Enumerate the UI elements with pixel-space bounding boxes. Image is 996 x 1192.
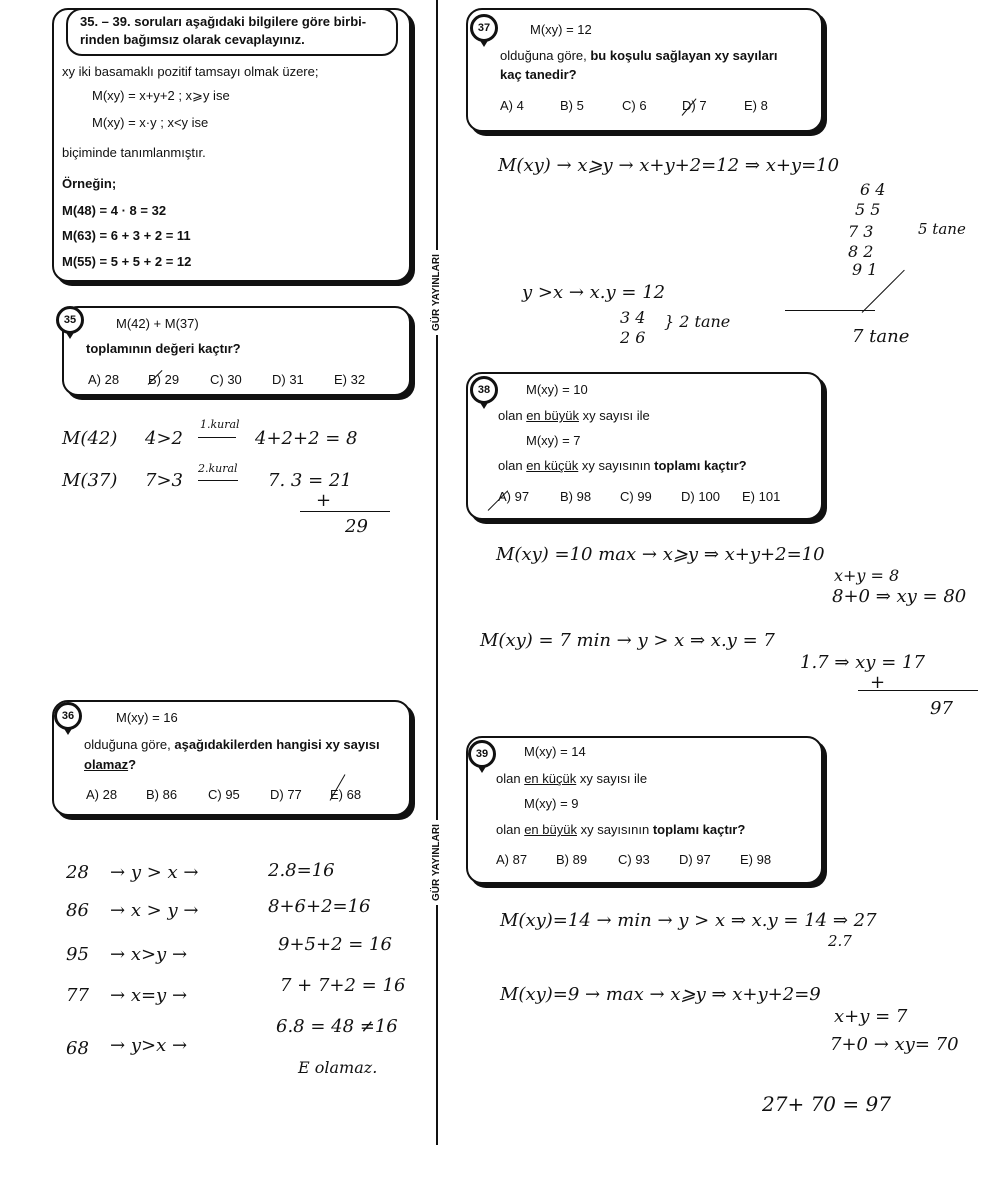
q36-work-n1: 28: [66, 862, 89, 883]
q37-work-pair4: 8 2: [848, 242, 874, 261]
q36-option-a[interactable]: A) 28: [86, 787, 118, 802]
q37-line2: [500, 48, 778, 63]
q35-work-l1c: 1.kural: [200, 418, 240, 431]
q36-option-d[interactable]: D) 77: [270, 787, 302, 802]
q39-line2a: olan: [496, 771, 525, 786]
q36-work-r2: 8+6+2=16: [268, 896, 371, 917]
intro-def1: M(xy) = x+y+2 ; x⩾y ise: [92, 88, 230, 103]
q36-work-n4: 77: [66, 985, 89, 1006]
q36-conclusion: E olamaz.: [298, 1058, 378, 1077]
q38-line4d: toplamı kaçtır?: [654, 458, 747, 473]
q37-work-pair5: 9 1: [852, 260, 878, 279]
intro-line1: xy iki basamaklı pozitif tamsayı olmak üzere;: [62, 64, 319, 79]
q37-number-pin: 37: [470, 14, 498, 42]
q36-work-c1: → y > x →: [110, 862, 199, 883]
q35-number-pin: 35: [56, 306, 84, 334]
q39-option-c[interactable]: C) 93: [618, 852, 650, 867]
q35-work-sum-line: [300, 511, 390, 512]
q39-option-d[interactable]: D) 97: [679, 852, 711, 867]
q39-line2: [496, 771, 647, 786]
q37-work-pairs2-1: 3 4: [620, 308, 646, 327]
q37-work-count2: } 2 tane: [664, 312, 731, 331]
q37-work-pair1: 6 4: [860, 180, 886, 199]
q39-option-a[interactable]: A) 87: [496, 852, 528, 867]
q38-line2b: en büyük: [526, 408, 579, 423]
q39-work-l1: M(xy)=14 → min → y > x ⇒ x.y = 14 ⇒ 27: [500, 910, 877, 931]
q39-work-final: 27+ 70 = 97: [762, 1092, 891, 1116]
publisher-label-top: GÜR YAYINLARI: [431, 250, 442, 335]
q36-line1: M(xy) = 16: [116, 710, 178, 725]
q36-work-r3: 9+5+2 = 16: [278, 934, 392, 955]
q39-work-l4: x+y = 7: [834, 1006, 908, 1027]
q38-work-sum-line: [858, 690, 978, 691]
intro-header-line2: rinden bağımsız olarak cevaplayınız.: [80, 32, 305, 47]
q35-line2: toplamının değeri kaçtır?: [86, 341, 241, 356]
intro-line2: biçiminde tanımlanmıştır.: [62, 145, 206, 160]
q37-work-l2: y >x → x.y = 12: [522, 282, 666, 303]
q35-work-l1b: 4>2: [145, 428, 183, 449]
q36-line2: [84, 737, 380, 752]
q38-option-b[interactable]: B) 98: [560, 489, 592, 504]
q35-work-l2b: 7>3: [145, 470, 183, 491]
q38-line4: [498, 458, 747, 473]
q36-work-n2: 86: [66, 900, 89, 921]
q37-work-count1: 5 tane: [918, 220, 966, 238]
q36-option-c[interactable]: C) 95: [208, 787, 240, 802]
q36-work-c3-text: x>y: [130, 944, 167, 965]
q37-work-pairs2-2: 2 6: [620, 328, 646, 347]
q35-work-l1a: M(42): [62, 428, 118, 449]
q39-line4d: toplamı kaçtır?: [652, 822, 746, 837]
q37-line2a: olduğuna göre,: [500, 48, 591, 63]
q38-work-l1: M(xy) =10 max → x⩾y ⇒ x+y+2=10: [496, 544, 825, 565]
q39-line4b: en büyük: [524, 822, 577, 837]
q37-work-l1: M(xy) → x⩾y → x+y+2=12 ⇒ x+y=10: [498, 155, 840, 176]
q39-line4: [496, 822, 745, 837]
q39-option-b[interactable]: B) 89: [556, 852, 588, 867]
q36-work-c2: → x > y →: [110, 900, 199, 921]
q36-option-b[interactable]: B) 86: [146, 787, 178, 802]
q36-line3: [84, 757, 136, 772]
q35-option-c[interactable]: C) 30: [210, 372, 242, 387]
q36-work-n5: 68: [66, 1038, 89, 1059]
example-3: M(55) = 5 + 5 + 2 = 12: [62, 254, 192, 269]
q38-line1: M(xy) = 10: [526, 382, 588, 397]
q37-work-pair3: 7 3: [848, 222, 874, 241]
q37-line2b: bu koşulu sağlayan xy sayıları: [590, 48, 778, 63]
q36-line3b: ?: [128, 757, 137, 772]
example-1: M(48) = 4 · 8 = 32: [62, 203, 167, 218]
q36-line2a: olduğuna göre,: [84, 737, 175, 752]
q38-line4c: xy sayısının: [578, 458, 655, 473]
q38-line2c: xy sayısı ile: [578, 408, 650, 423]
q35-work-l2a: M(37): [62, 470, 118, 491]
q36-number-pin: 36: [54, 702, 82, 730]
q37-work-total: 7 tane: [852, 326, 910, 347]
q38-work-total: 97: [930, 698, 953, 719]
q36-work-r4: 7 + 7+2 = 16: [280, 975, 406, 996]
q37-work-pair2: 5 5: [855, 200, 881, 219]
q36-work-c4: → x=y →: [110, 985, 188, 1006]
example-2: M(63) = 6 + 3 + 2 = 11: [62, 228, 191, 243]
q35-work-l2d: 7. 3 = 21: [268, 470, 352, 491]
q37-option-d[interactable]: D) 7: [682, 98, 707, 113]
q35-option-e[interactable]: E) 32: [334, 372, 366, 387]
q38-option-c[interactable]: C) 99: [620, 489, 652, 504]
q39-work-l5: 7+0 → xy= 70: [830, 1034, 959, 1055]
q37-option-e[interactable]: E) 8: [744, 98, 768, 113]
q38-work-plus: +: [870, 672, 886, 693]
q35-option-d[interactable]: D) 31: [272, 372, 304, 387]
q38-number-pin: 38: [470, 376, 498, 404]
q35-option-a[interactable]: A) 28: [88, 372, 120, 387]
q39-line1: M(xy) = 14: [524, 744, 586, 759]
q38-work-l3: 8+0 ⇒ xy = 80: [832, 586, 967, 607]
q35-work-arrow2: [198, 480, 238, 481]
q36-option-e[interactable]: E) 68: [330, 787, 362, 802]
q36-work-c5: → y>x →: [110, 1035, 188, 1056]
q39-work-l3: M(xy)=9 → max → x⩾y ⇒ x+y+2=9: [500, 984, 821, 1005]
q36-line3a: olamaz: [84, 757, 129, 772]
q38-line4a: olan: [498, 458, 527, 473]
q35-option-b[interactable]: B) 29: [148, 372, 180, 387]
q35-work-arrow1: [198, 437, 236, 438]
q35-line1: M(42) + M(37): [116, 316, 199, 331]
q38-work-l2: x+y = 8: [834, 566, 900, 585]
q36-work-c4-text: x=y: [130, 985, 167, 1006]
q35-work-l2c: 2.kural: [198, 462, 238, 475]
q36-work-r5: 6.8 = 48 ≠16: [276, 1016, 398, 1037]
q37-line3: kaç tanedir?: [500, 67, 577, 82]
q35-work-total: 29: [345, 516, 368, 537]
q38-work-l5: 1.7 ⇒ xy = 17: [800, 652, 925, 673]
q38-line4b: en küçük: [526, 458, 579, 473]
q36-work-n3: 95: [66, 944, 89, 965]
q37-option-c[interactable]: C) 6: [622, 98, 647, 113]
q39-number-pin: 39: [468, 740, 496, 768]
q37-option-b[interactable]: B) 5: [560, 98, 584, 113]
q36-work-c3: → x>y →: [110, 944, 188, 965]
q37-line1: M(xy) = 12: [530, 22, 592, 37]
q36-line2b: aşağıdakilerden hangisi xy sayısı: [174, 737, 380, 752]
q38-option-a[interactable]: A) 97: [498, 489, 530, 504]
q37-option-a[interactable]: A) 4: [500, 98, 524, 113]
q38-line2a: olan: [498, 408, 527, 423]
q39-line2b: en küçük: [524, 771, 577, 786]
q38-line2: [498, 408, 650, 423]
center-divider: [436, 0, 438, 1145]
q39-line2c: xy sayısı ile: [576, 771, 648, 786]
example-title: Örneğin;: [62, 176, 117, 191]
publisher-label-bottom: GÜR YAYINLARI: [431, 820, 442, 905]
q38-work-l4: M(xy) = 7 min → y > x ⇒ x.y = 7: [480, 630, 775, 651]
q38-option-d[interactable]: D) 100: [681, 489, 721, 504]
q36-work-c5-text: y>x: [130, 1035, 167, 1056]
q38-line3: M(xy) = 7: [526, 433, 581, 448]
q36-work-c2-text: x > y: [130, 900, 178, 921]
q35-work-plus: +: [316, 490, 332, 511]
q39-line4c: xy sayısının: [576, 822, 653, 837]
intro-def2: M(xy) = x·y ; x<y ise: [92, 115, 209, 130]
q38-option-e[interactable]: E) 101: [742, 489, 781, 504]
q39-option-e[interactable]: E) 98: [740, 852, 772, 867]
q35-work-l1d: 4+2+2 = 8: [255, 428, 358, 449]
q39-work-l2: 2.7: [828, 932, 852, 950]
q39-line4a: olan: [496, 822, 525, 837]
intro-header-line1: 35. – 39. soruları aşağıdaki bilgilere göre birbi-: [80, 14, 367, 29]
q39-line3: M(xy) = 9: [524, 796, 579, 811]
q36-work-c1-text: y > x: [130, 862, 178, 883]
q36-work-r1: 2.8=16: [268, 860, 335, 881]
